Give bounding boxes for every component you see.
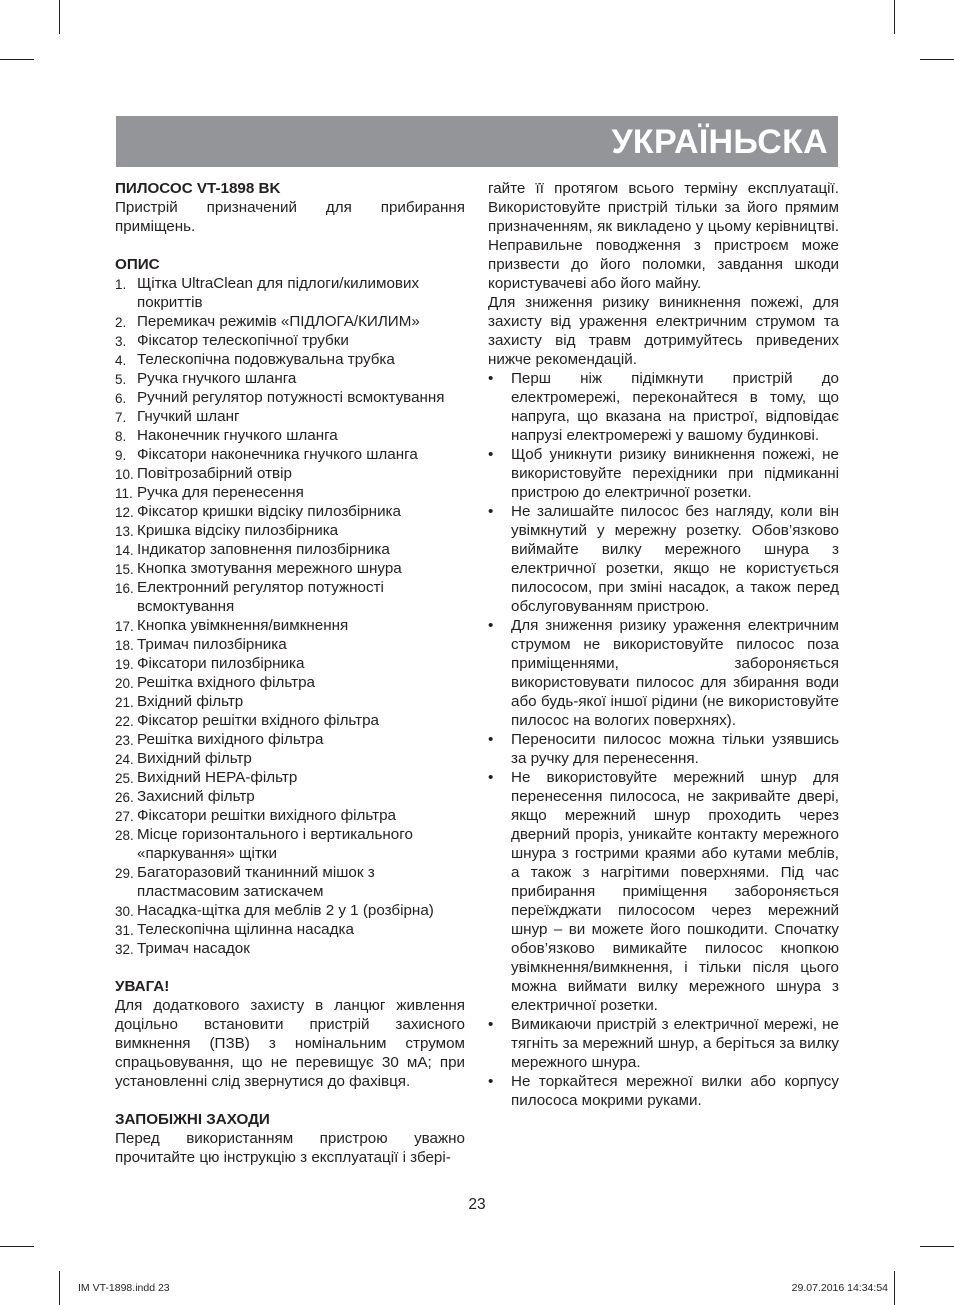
slug-file-info: IM VT-1898.indd 23 [78,1282,170,1294]
list-item-text: Багаторазовий тканинний мішок з пластмасовим затискачем [137,864,375,900]
list-item-number: 1. [115,277,127,292]
list-item-text: Фіксатор кришки відсіку пилозбірника [137,503,401,520]
list-item-text: Щітка UltraClean для підлоги/килимових покриттів [137,275,420,311]
parts-list-item [115,749,465,768]
parts-list-item [115,806,465,825]
parts-list-item [115,388,465,407]
crop-mark [920,1246,954,1247]
parts-list-item [115,559,465,578]
list-item-text: Гнучкий шланг [137,408,240,425]
safety-bullet-item: • Не торкайтеся мережної вилки або корпусу пилососа мокрими руками. [488,1072,839,1110]
list-item-text: Повітрозабірний отвір [137,465,292,482]
list-item-number: 19. [115,657,134,672]
list-item-number: 21. [115,695,134,710]
parts-list-item [115,730,465,749]
crop-mark [0,59,34,60]
description-heading: ОПИС [115,256,160,273]
safety-bullet-list [488,369,839,1110]
list-item-text: Кришка відсіку пилозбірника [137,522,339,539]
parts-list-item [115,445,465,464]
list-item-text: Решітка вихідного фільтра [137,731,324,748]
right-column [488,179,839,1110]
parts-list-item [115,350,465,369]
parts-list-item [115,369,465,388]
list-item-number: 6. [115,391,127,406]
product-title: ПИЛОСОС VT-1898 BK [115,180,281,197]
page-number: 23 [468,1196,486,1213]
precautions-heading: ЗАПОБІЖНІ ЗАХОДИ [115,1111,270,1128]
parts-list-item [115,711,465,730]
list-item-text: Кнопка увімкнення/вимкнення [137,617,349,634]
parts-list-item [115,768,465,787]
list-item-text: Фіксатор решітки вхідного фільтра [137,712,380,729]
list-item-number: 23. [115,733,134,748]
list-item-number: 8. [115,429,127,444]
crop-mark [920,59,954,60]
list-item-number: 11. [115,486,133,501]
parts-list-item [115,331,465,350]
safety-bullet-item: • Щоб уникнути ризику виникнення пожежі, не використовуйте перехідники при підмиканні пристрою до електричної розетки. [488,445,839,502]
list-item-text: Вихідний НЕРА-фільтр [137,769,298,786]
parts-list-item [115,540,465,559]
parts-list-item [115,635,465,654]
parts-list-item [115,274,465,312]
warning-text: Для додаткового захисту в ланцюг живлення доцільно встановити пристрій захисного вимкнення (ПЗВ) з номінальним струмом спрацьовування, що не перевищує 30 мА; при установленні слід звернутися до фахівця. [115,997,465,1090]
list-item-text: Індикатор заповнення пилозбірника [137,541,390,558]
list-item-number: 14. [115,543,134,558]
list-item-text: Телескопічна щілинна насадка [137,921,354,938]
crop-mark [59,1271,60,1305]
list-item-text: Вихідний фільтр [137,750,252,767]
parts-list-item [115,616,465,635]
parts-list-item [115,863,465,901]
list-item-number: 29. [115,866,134,881]
parts-list-item [115,521,465,540]
list-item-number: 18. [115,638,134,653]
list-item-number: 26. [115,790,134,805]
continuation-text: гайте її протягом всього терміну експлуатації. Використовуйте пристрій тільки за його прямим призначенням, як викладено у цьому керівництві. Неправильне поводження з пристроєм може призвести до його поломки, завдання шкоди користувачеві або його майну. [488,180,839,292]
list-item-text: Решітка вхідного фільтра [137,674,315,691]
list-item-number: 5. [115,372,127,387]
parts-list-item [115,407,465,426]
list-item-text: Фіксатори решітки вихідного фільтра [137,807,396,824]
language-title: УКРАЇНЬСКА [611,123,828,161]
list-item-number: 9. [115,448,127,463]
list-item-text: Фіксатори наконечника гнучкого шланга [137,446,418,463]
list-item-text: Місце горизонтального і вертикального «паркування» щітки [137,826,413,862]
list-item-number: 32. [115,942,134,957]
list-item-text: Електронний регулятор потужності всмоктування [137,579,384,615]
crop-mark [894,0,895,34]
safety-bullet-item: • Переносити пилосос можна тільки узявшись за ручку для перенесення. [488,730,839,768]
list-item-text: Насадка-щітка для меблів 2 у 1 (розбірна) [137,902,434,919]
precautions-intro: Перед використанням пристрою уважно прочитайте цю інструкцію з експлуатації і збері- [115,1130,465,1166]
parts-list [115,274,465,958]
list-item-text: Наконечник гнучкого шланга [137,427,338,444]
list-item-text: Кнопка змотування мережного шнура [137,560,402,577]
list-item-number: 10. [115,467,134,482]
left-column [115,179,465,1167]
crop-mark [59,0,60,34]
slug-date-info: 29.07.2016 14:34:54 [791,1282,888,1294]
parts-list-item [115,654,465,673]
list-item-text: Ручка для перенесення [137,484,304,501]
parts-list-item [115,426,465,445]
parts-list-item [115,464,465,483]
parts-list-item [115,502,465,521]
list-item-number: 31. [115,923,134,938]
list-item-number: 13. [115,524,134,539]
list-item-number: 7. [115,410,127,425]
list-item-number: 17. [115,619,134,634]
list-item-text: Ручка гнучкого шланга [137,370,297,387]
list-item-text: Тримач насадок [137,940,250,957]
parts-list-item [115,901,465,920]
fire-intro-text: Для зниження ризику виникнення пожежі, для захисту від ураження електричним струмом та захисту від травм дотримуйтесь приведених нижче рекомендацій. [488,294,839,368]
list-item-number: 4. [115,353,127,368]
list-item-number: 30. [115,904,134,919]
list-item-text: Захисний фільтр [137,788,255,805]
list-item-number: 16. [115,581,134,596]
list-item-text: Телескопічна подовжувальна трубка [137,351,395,368]
list-item-number: 25. [115,771,134,786]
parts-list-item [115,483,465,502]
list-item-text: Фіксатори пилозбірника [137,655,305,672]
list-item-text: Вхідний фільтр [137,693,244,710]
parts-list-item [115,939,465,958]
parts-list-item [115,673,465,692]
language-header-band [116,116,838,167]
parts-list-item [115,312,465,331]
intro-text: Пристрій призначений для прибирання приміщень. [115,199,465,235]
safety-bullet-item: • Не залишайте пилосос без нагляду, коли він увімкнутий у мережну розетку. Обов’язково виймайте вилку мережного шнура з електричної розетки, якщо не користується пилососом, при зміні насадок, а також перед обслуговуванням пристрою. [488,502,839,616]
safety-bullet-item: • Не використовуйте мережний шнур для перенесення пилососа, не закривайте двері, якщо мережний шнур проходить через дверний проріз, уникайте контакту мережного шнура з гострими краями або кутами меблів, а також з нагрітими поверхнями. Під час прибирання приміщення забороняється переїжджати пилососом через мережний шнур – ви можете його пошкодити. Спочатку обов’язково вимикайте пилосос кнопкою увімкнення/вимкнення, і тільки після цього можна виймати вилку мережного шнура з електричної розетки. [488,768,839,1015]
crop-mark [0,1246,34,1247]
parts-list-item [115,787,465,806]
list-item-number: 20. [115,676,134,691]
list-item-number: 27. [115,809,134,824]
parts-list-item [115,578,465,616]
safety-bullet-item: • Перш ніж підімкнути пристрій до електромережі, переконайтеся в тому, що напруга, що вказана на пристрої, відповідає напрузі електромережі у вашому будинкові. [488,369,839,445]
list-item-text: Перемикач режимів «ПІДЛОГА/КИЛИМ» [137,313,420,330]
crop-mark [894,1271,895,1305]
list-item-number: 12. [115,505,134,520]
list-item-number: 15. [115,562,134,577]
parts-list-item [115,825,465,863]
safety-bullet-item: • Для зниження ризику ураження електричним струмом не використовуйте пилосос поза приміщеннями, забороняється використовувати пилосос для збирання води або будь-якої іншої рідини (не використовуйте пилосос на вологих поверхнях). [488,616,839,730]
list-item-number: 3. [115,334,127,349]
list-item-number: 28. [115,828,134,843]
parts-list-item [115,692,465,711]
parts-list-item [115,920,465,939]
list-item-text: Фіксатор телескопічної трубки [137,332,349,349]
list-item-number: 24. [115,752,134,767]
safety-bullet-item: • Вимикаючи пристрій з електричної мережі, не тягніть за мережний шнур, а беріться за вилку мережного шнура. [488,1015,839,1072]
list-item-number: 2. [115,315,127,330]
list-item-text: Ручний регулятор потужності всмоктування [137,389,445,406]
warning-heading: УВАГА! [115,978,170,995]
list-item-text: Тримач пилозбірника [137,636,287,653]
list-item-number: 22. [115,714,134,729]
